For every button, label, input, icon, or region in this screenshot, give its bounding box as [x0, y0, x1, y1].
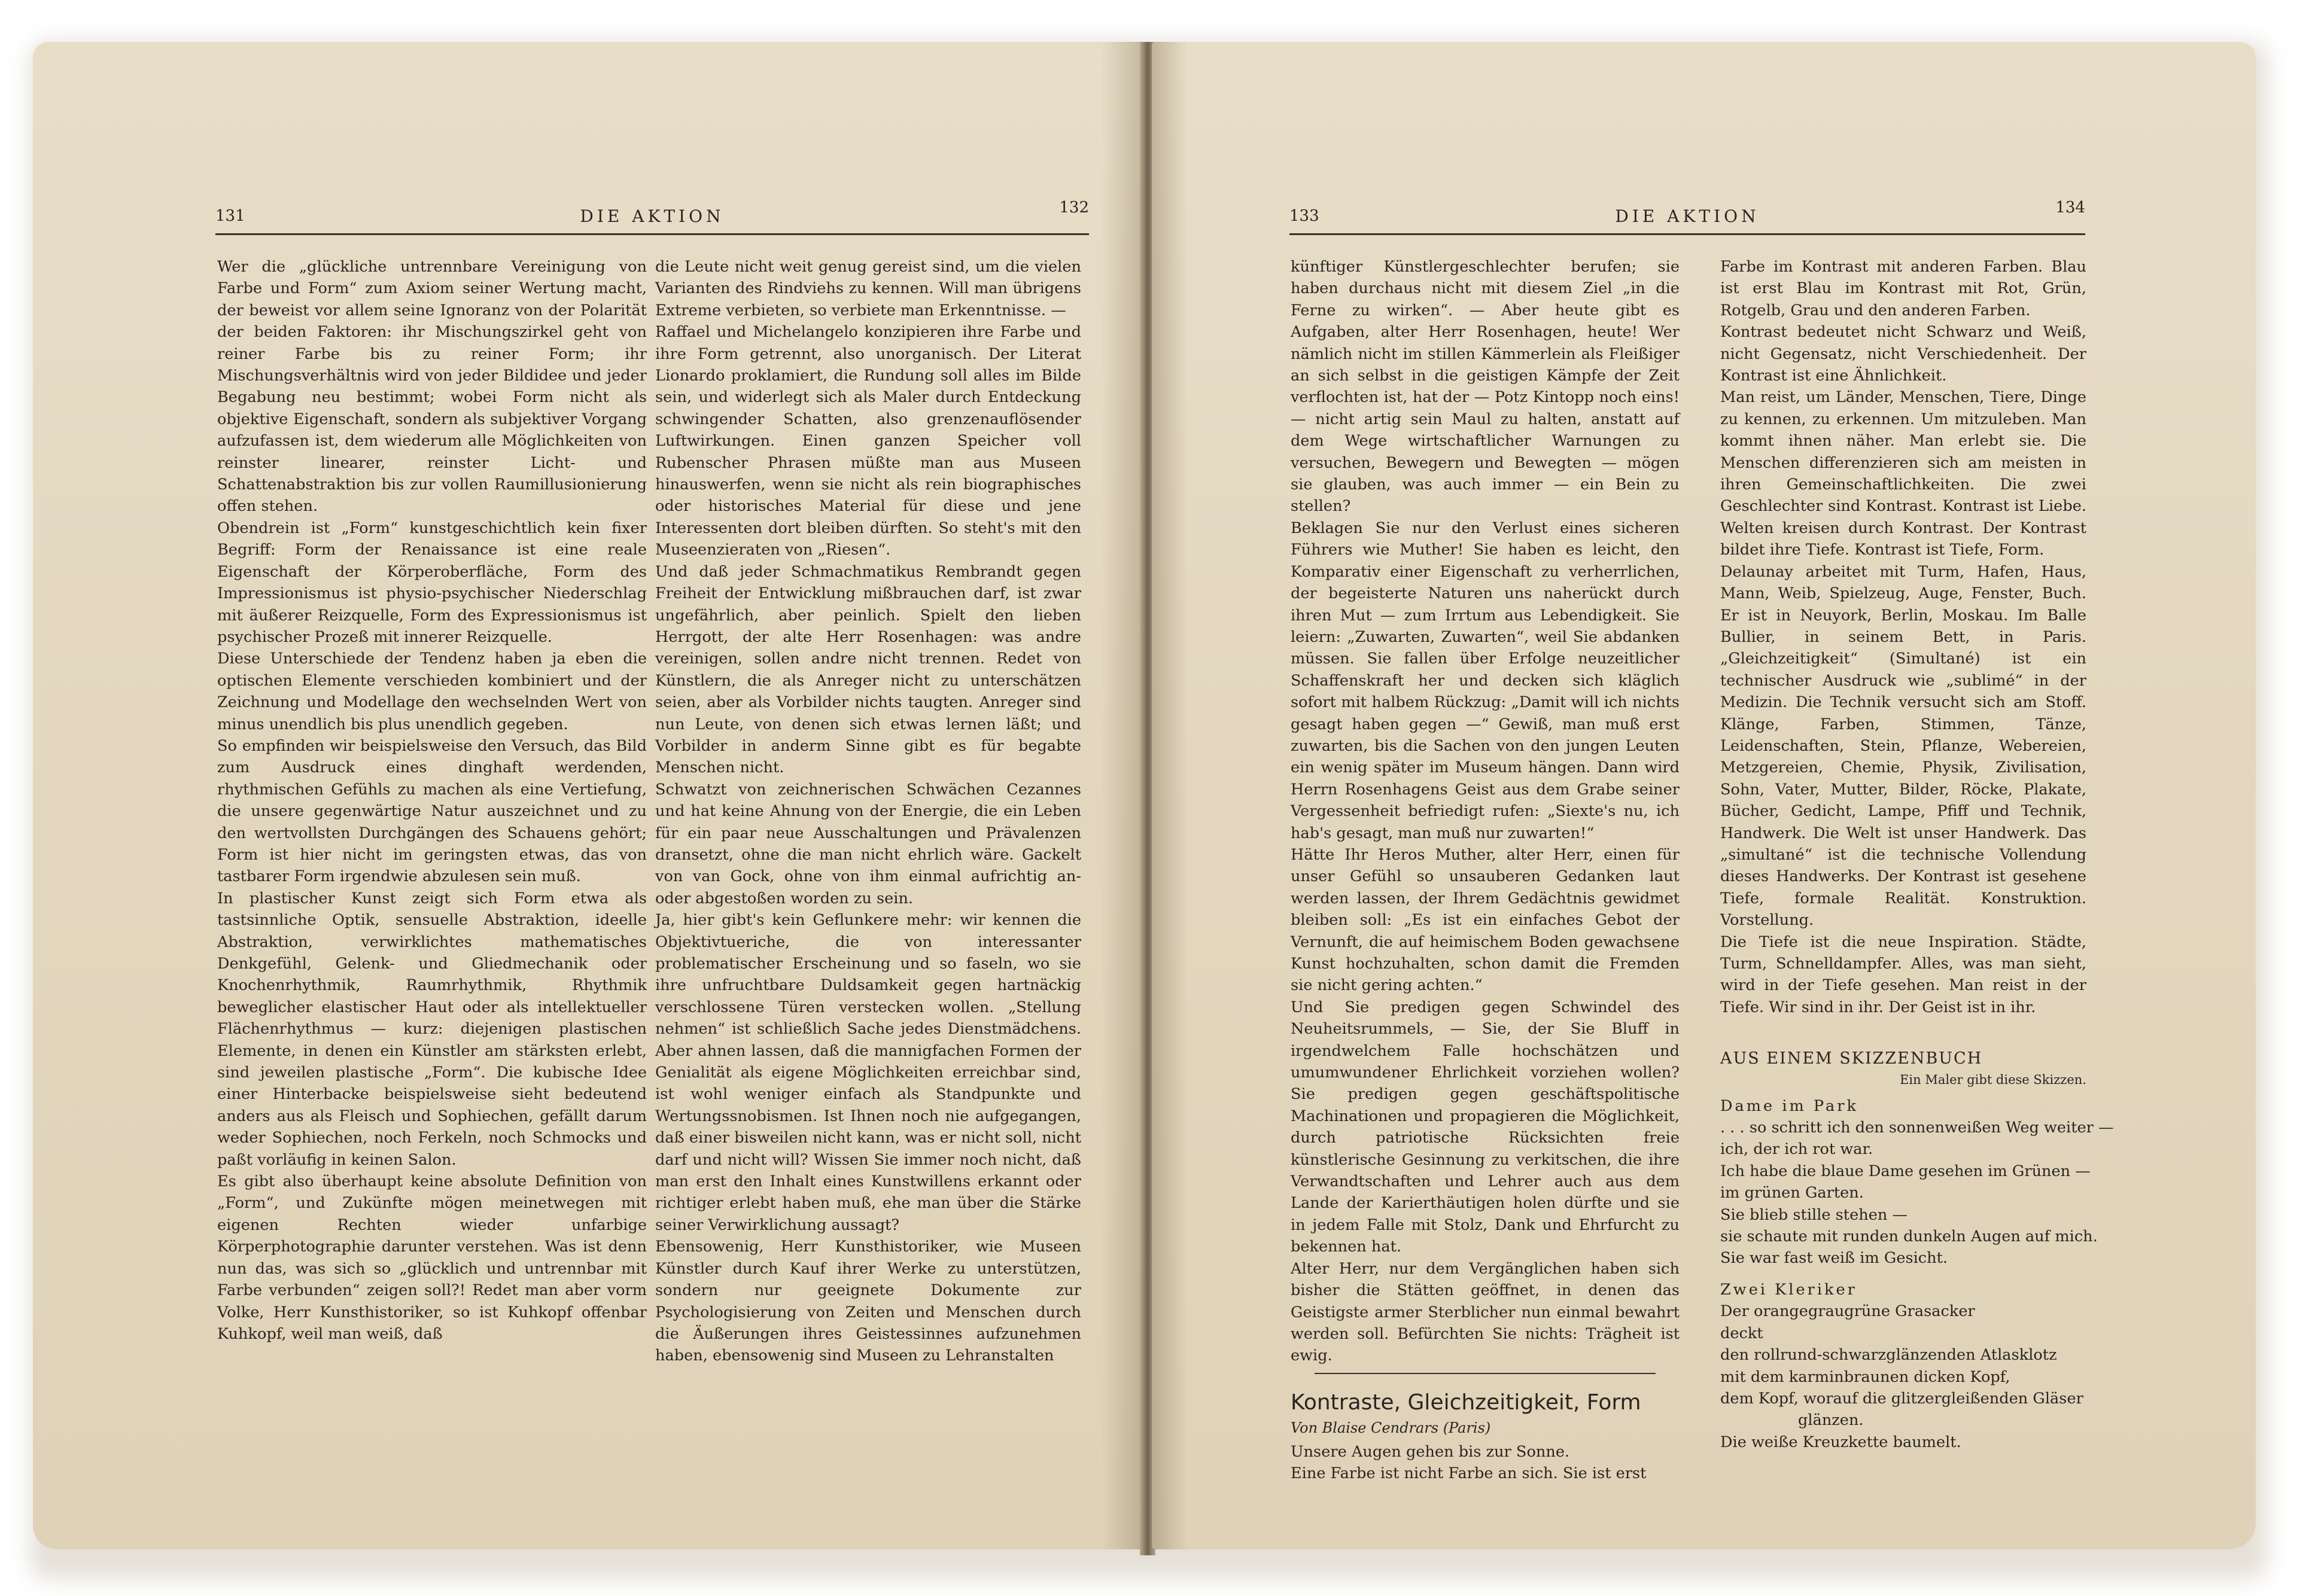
paragraph: Alter Herr, nur dem Vergänglichen haben sich bisher die Stätten geöffnet, in denen das Geistigste armer Sterblicher nun einmal bewahrt werden soll. Befürchten Sie nichts: Trägheit ist ewig.: [1291, 1259, 1680, 1365]
paragraph: Hätte Ihr Heros Muther, alter Herr, einen für unser Gefühl so unsauberen Gedanken laut werden lassen, der Ihrem Gedächtnis gewidmet bleiben soll: „Es ist ein einfaches Gebot der Vernunft, die auf heimischem Boden gewachsene Kunst hochzuhalten, schon damit die Fremden sie nicht gering achten.“: [1291, 845, 1680, 995]
paragraph: Ebensowenig, Herr Kunsthistoriker, wie Museen Künstler durch Kauf ihrer Werke zu unterstützen, sondern nur geeignete Dokumente zur Psychologisierung von Zeiten und Menschen durch die Äußerungen ihres Geistessinnes aufzunehmen haben, ebensowenig sind Museen zu Lehranstalten: [655, 1238, 1081, 1365]
verse-line: deckt: [1720, 1324, 1763, 1342]
article-title: Kontraste, Gleichzeitigkeit, Form: [1291, 1390, 1641, 1415]
text-line: Unsere Augen gehen bis zur Sonne.: [1291, 1442, 1570, 1461]
verse-line: sie schaute mit runden dunkeln Augen auf mich.: [1720, 1228, 2098, 1246]
poem-dame-im-park: [1720, 1117, 2114, 1269]
paragraph: künftiger Künstlergeschlechter berufen; sie haben durchaus nicht mit diesem Ziel „in die Ferne zu wirken“. — Aber heute gibt es Aufgaben, alter Herr Rosenhagen, heute! Wer nämlich nicht im stillen Kämmerlein als Fleißiger an sich selbst in die geistigen Kämpfe der Zeit verflochten ist, hat der — Potz Kintopp noch eins! — nicht artig sein Maul zu halten, anstatt auf dem Wege wirtschaftlicher Warnungen zu versuchen, Bewegern und Bewegten — mögen sie glauben, was auch immer — ein Bein zu stellen?: [1291, 258, 1680, 516]
column-132: [655, 256, 1081, 1367]
paragraph: Farbe im Kontrast mit anderen Farben. Blau ist erst Blau im Kontrast mit Rot, Grün, Rotgelb, Grau und den anderen Farben.: [1720, 258, 2086, 319]
paragraph: Wer die „glückliche untrennbare Vereinigung von Farbe und Form“ zum Axiom seiner Wertung macht, der beweist vor allem seine Ignoranz von der Polarität der beiden Faktoren: ihr Mischungszirkel geht von reiner Farbe bis zu reiner Form; ihr Mischungsverhältnis wird von jeder Bildidee und jeder Begabung neu bestimmt; wobei Form nicht als objektive Eigenschaft, sondern als subjektiver Vorgang aufzufassen ist, dem wiederum alle Möglichkeiten von reinster linearer, reinster Licht- und Schattenabstraktion bis zur vollen Raumillusionierung offen stehen.: [217, 258, 647, 516]
verse-line: Sie war fast weiß im Gesicht.: [1720, 1249, 1948, 1268]
paragraph: Delaunay arbeitet mit Turm, Hafen, Haus, Mann, Weib, Spielzeug, Auge, Fenster, Buch. Er ist in Neuyork, Berlin, Moskau. Im Balle Bullier, in seinem Bett, in Paris. „Gleichzeitigkeit“ (Simultané) ist ein technischer Ausdruck wie „sublimé“ in der Medizin. Die Technik versucht sich am Stoff. Klänge, Farben, Stimmen, Tänze, Leidenschaften, Stein, Pflanze, Webereien, Metzgereien, Chemie, Physik, Zivilisation, Sohn, Vater, Mutter, Bilder, Röcke, Plakate, Bücher, Gedicht, Lampe, Pfiff und Technik, Handwerk. Die Welt ist unser Handwerk. Das „simultané“ ist die technische Vollendung dieses Handwerks. Der Kontrast ist gesehene Tiefe, formale Realität. Konstruktion. Vorstellung.: [1720, 562, 2086, 930]
paragraph: So empfinden wir beispielsweise den Versuch, das Bild zum Ausdruck eines dinghaft werdenden, rhythmischen Gefühls zu machen als eine Vertiefung, die unsere gegenwärtige Natur auszeichnet und zu den wertvollsten Durchgängen des Schauens gehört; Form ist hier nicht im geringsten etwas, das von tastbarer Form irgendwie abzulesen sein muß.: [217, 736, 647, 886]
verse-line: Die weiße Kreuzkette baumelt.: [1720, 1433, 1961, 1451]
right-page: [1152, 42, 2256, 1549]
verse-line: Der orangegraugrüne Grasacker: [1720, 1302, 1975, 1321]
left-page-header: [215, 167, 1089, 235]
paragraph: In plastischer Kunst zeigt sich Form etwa als tastsinnliche Optik, sensuelle Abstraktion, ideelle Abstraktion, verwirklichtes mathematisches Denkgefühl, Gelenk- und Gliedmechanik oder Knochenrhythmik, Raumrhythmik, Rhythmik beweglicher elastischer Haut oder als intellektueller Flächenrhythmus — kurz: diejenigen plastischen Elemente, in denen ein Künstler am stärksten erlebt, sind jeweilen plastische „Form“. Die kubische Idee einer Hinterbacke beispielsweise sieht bedeutend anders aus als Fleisch und Sophiechen, gefällt darum weder Sophiechen, noch Ferkeln, noch Schmocks und paßt vorläufig in keinen Salon.: [217, 889, 647, 1169]
paragraph: Und Sie predigen gegen Schwindel des Neuheitsrummels, — Sie, der Sie Bluff in irgendwelchem Falle hochschätzen und umumwundener Ehrlichkeit vorziehen wollen? Sie predigen gegen geschäftspolitische Machinationen und propagieren die Möglichkeit, durch patriotische Rücksichten freie künstlerische Gesinnung zu verkitschen, die ihre Verwandtschaften und Lehrer auch aus dem Lande der Karierthäutigen holen dürfte und sie in jedem Falle mit Stolz, Dank und Ehrfurcht zu bekennen hat.: [1291, 998, 1680, 1256]
verse-line: ich, der ich rot war.: [1720, 1140, 1873, 1159]
journal-title-left: DIE AKTION: [580, 206, 725, 226]
poem-title-zwei-kleriker: Zwei Kleriker: [1720, 1280, 1857, 1299]
paragraph: Schwatzt von zeichnerischen Schwächen Cezannes und hat keine Ahnung von der Energie, die ein Leben für ein paar neue Ausschaltungen und Prävalenzen dransetzt, ohne die man nicht ehrlich wäre. Gackelt von van Gock, ohne von ihm einmal aufrichtig an- oder abgestoßen worden zu sein.: [655, 780, 1081, 907]
sketchbook-note: Ein Maler gibt diese Skizzen.: [1900, 1072, 2086, 1087]
sketchbook-title: AUS EINEM SKIZZENBUCH: [1720, 1049, 1983, 1068]
verse-line: mit dem karminbraunen dicken Kopf,: [1720, 1367, 2010, 1386]
poem-zwei-kleriker: [1720, 1300, 2086, 1453]
journal-title-right: DIE AKTION: [1615, 206, 1760, 226]
left-page: [33, 42, 1143, 1549]
column-133: [1291, 256, 1680, 1485]
paragraph: Raffael und Michelangelo konzipieren ihre Farbe und ihre Form getrennt, also unorganisch. Der Literat Lionardo proklamiert, die Rundung soll alles im Bilde sein, und widerlegt sich als Maler durch Entdeckung schwingender Schatten, also grenzenauflösender Luftwirkungen. Einen ganzen Speicher voll Rubenscher Phrasen müßte man aus Museen hinauswerfen, wenn sie nicht als rein biographisches oder historisches Material für diese und jene Interessenten dort bleiben dürften. So steht's mit den Museenzieraten von „Riesen“.: [655, 323, 1081, 559]
verse-line: Ich habe die blaue Dame gesehen im Grünen —: [1720, 1162, 2091, 1180]
paragraph: Obendrein ist „Form“ kunstgeschichtlich kein fixer Begriff: Form der Renaissance ist eine reale Eigenschaft der Körperoberfläche, Form des Impressionismus ist physio-psychischer Niederschlag mit äußerer Reizquelle, Form des Expressionismus ist psychischer Prozeß mit innerer Reizquelle.: [217, 519, 647, 646]
paragraph: Man reist, um Länder, Menschen, Tiere, Dinge zu kennen, zu erkennen. Um mitzuleben. Man kommt ihnen näher. Man erlebt sie. Die Menschen differenzieren sich am meisten in ihren Gemeinschaftlichkeiten. Die zwei Geschlechter sind Kontrast. Kontrast ist Liebe. Welten kreisen durch Kontrast. Der Kontrast bildet ihre Tiefe. Kontrast ist Tiefe, Form.: [1720, 388, 2086, 559]
verse-line: Sie blieb stille stehen —: [1720, 1205, 1908, 1224]
article-divider: [1315, 1373, 1656, 1374]
page-number-132: 132: [1059, 199, 1089, 217]
article-opening: [1291, 1441, 1680, 1485]
verse-line: glänzen.: [1798, 1411, 1864, 1430]
right-page-header: [1289, 167, 2085, 235]
verse-line: im grünen Garten.: [1720, 1184, 1864, 1202]
paragraph: Es gibt also überhaupt keine absolute Definition von „Form“, und Zukünfte mögen meinetwegen mit eigenen Rechten wieder unfarbige Körperphotographie darunter verstehen. Was ist denn nun das, was sich so „glücklich und untrennbar mit Farbe verbunden“ zeigen soll?! Redet man aber vorm Volke, Herr Kunsthistoriker, so ist Kuhkopf offenbar Kuhkopf, weil man weiß, daß: [217, 1172, 647, 1343]
verse-line: . . . so schritt ich den sonnenweißen Weg weiter —: [1720, 1119, 2114, 1137]
paragraph: Und daß jeder Schmachmatikus Rembrandt gegen Freiheit der Entwicklung mißbrauchen darf, ist zwar ungefährlich, aber peinlich. Spielt den lieben Herrgott, der alte Herr Rosenhagen: was andre vereinigen, sollen andre nicht trennen. Redet von Künstlern, die als Anreger nicht zu unterschätzen seien, aber als Vorbilder nichts taugten. Anreger sind nun Leute, von denen sich etwas lernen läßt; und Vorbilder in anderm Sinne gibt es für begabte Menschen nicht.: [655, 562, 1081, 777]
paragraph: Kontrast bedeutet nicht Schwarz und Weiß, nicht Gegensatz, nicht Verschiedenheit. Der Kontrast ist eine Ähnlichkeit.: [1720, 323, 2086, 385]
paragraph: Die Tiefe ist die neue Inspiration. Städte, Turm, Schnelldampfer. Alles, was man sieht, wird in der Tiefe gesehen. Man reist in der Tiefe. Wir sind in ihr. Der Geist ist in ihr.: [1720, 933, 2086, 1016]
paragraph: Beklagen Sie nur den Verlust eines sicheren Führers wie Muther! Sie haben es leicht, den Komparativ einer Eigenschaft zu verherrlichen, der begeisterte Naturen uns naherückt durch ihren Mut — zum Irrtum aus Lebendigkeit. Sie leiern: „Zuwarten, Zuwarten“, weil Sie abdanken müssen. Sie fallen über Erfolge neuzeitlicher Schaffenskraft her und decken sich kläglich sofort mit halbem Rückzug: „Damit will ich nichts gesagt haben gegen —“ Gewiß, man muß erst zuwarten, bis die Sachen von den jungen Leuten ein wenig später im Museum hängen. Dann wird Herrn Rosenhagens Geist aus dem Grabe seiner Vergessenheit befriedigt rufen: „Siexte's nu, ich hab's gesagt, man muß nur zuwarten!“: [1291, 519, 1680, 842]
verse-line: den rollrund-schwarzglänzenden Atlasklotz: [1720, 1346, 2057, 1364]
page-number-133: 133: [1289, 207, 1319, 225]
page-number-134: 134: [2055, 199, 2085, 217]
text-line: Eine Farbe ist nicht Farbe an sich. Sie ist erst: [1291, 1464, 1647, 1483]
paragraph: Ja, hier gibt's kein Geflunkere mehr: wir kennen die Objektivtueriche, die von interessanter problematischer Erscheinung und so faseln, wo sie ihre unfruchtbare Duldsamkeit gegen hartnäckig verschlossene Türen verstecken wollen. „Stellung nehmen“ ist schließlich Sache jedes Dienstmädchens. Aber ahnen lassen, daß die mannigfachen Formen der Genialität als eigene Möglichkeiten erreichbar sind, ist wohl weniger einfach als Standpunkte und Wertungssnobismen. Ist Ihnen noch nie aufgegangen, daß einer bisweilen nicht kann, was er nicht soll, nicht darf und nicht will? Wissen Sie immer noch nicht, daß man erst den Inhalt eines Kunstwillens erkannt oder richtiger erlebt haben muß, ehe man über die Stärke seiner Verwirklichung aussagt?: [655, 911, 1081, 1234]
verse-line: dem Kopf, worauf die glitzergleißenden Gläser: [1720, 1389, 2083, 1408]
column-131: [217, 256, 647, 1345]
paragraph: Diese Unterschiede der Tendenz haben ja eben die optischen Elemente verschieden kombiniert und der Zeichnung und Modellage den wechselnden Wert von minus unendlich bis plus unendlich gegeben.: [217, 650, 647, 733]
page-number-131: 131: [215, 207, 245, 225]
article-byline: Von Blaise Cendrars (Paris): [1291, 1419, 1491, 1436]
poem-title-dame-im-park: Dame im Park: [1720, 1097, 1858, 1115]
column-134: [1720, 256, 2114, 1453]
paragraph: die Leute nicht weit genug gereist sind, um die vielen Varianten des Rindviehs zu kennen. Will man übrigens Extreme verbieten, so verbiete man Erkenntnisse. —: [655, 258, 1081, 319]
